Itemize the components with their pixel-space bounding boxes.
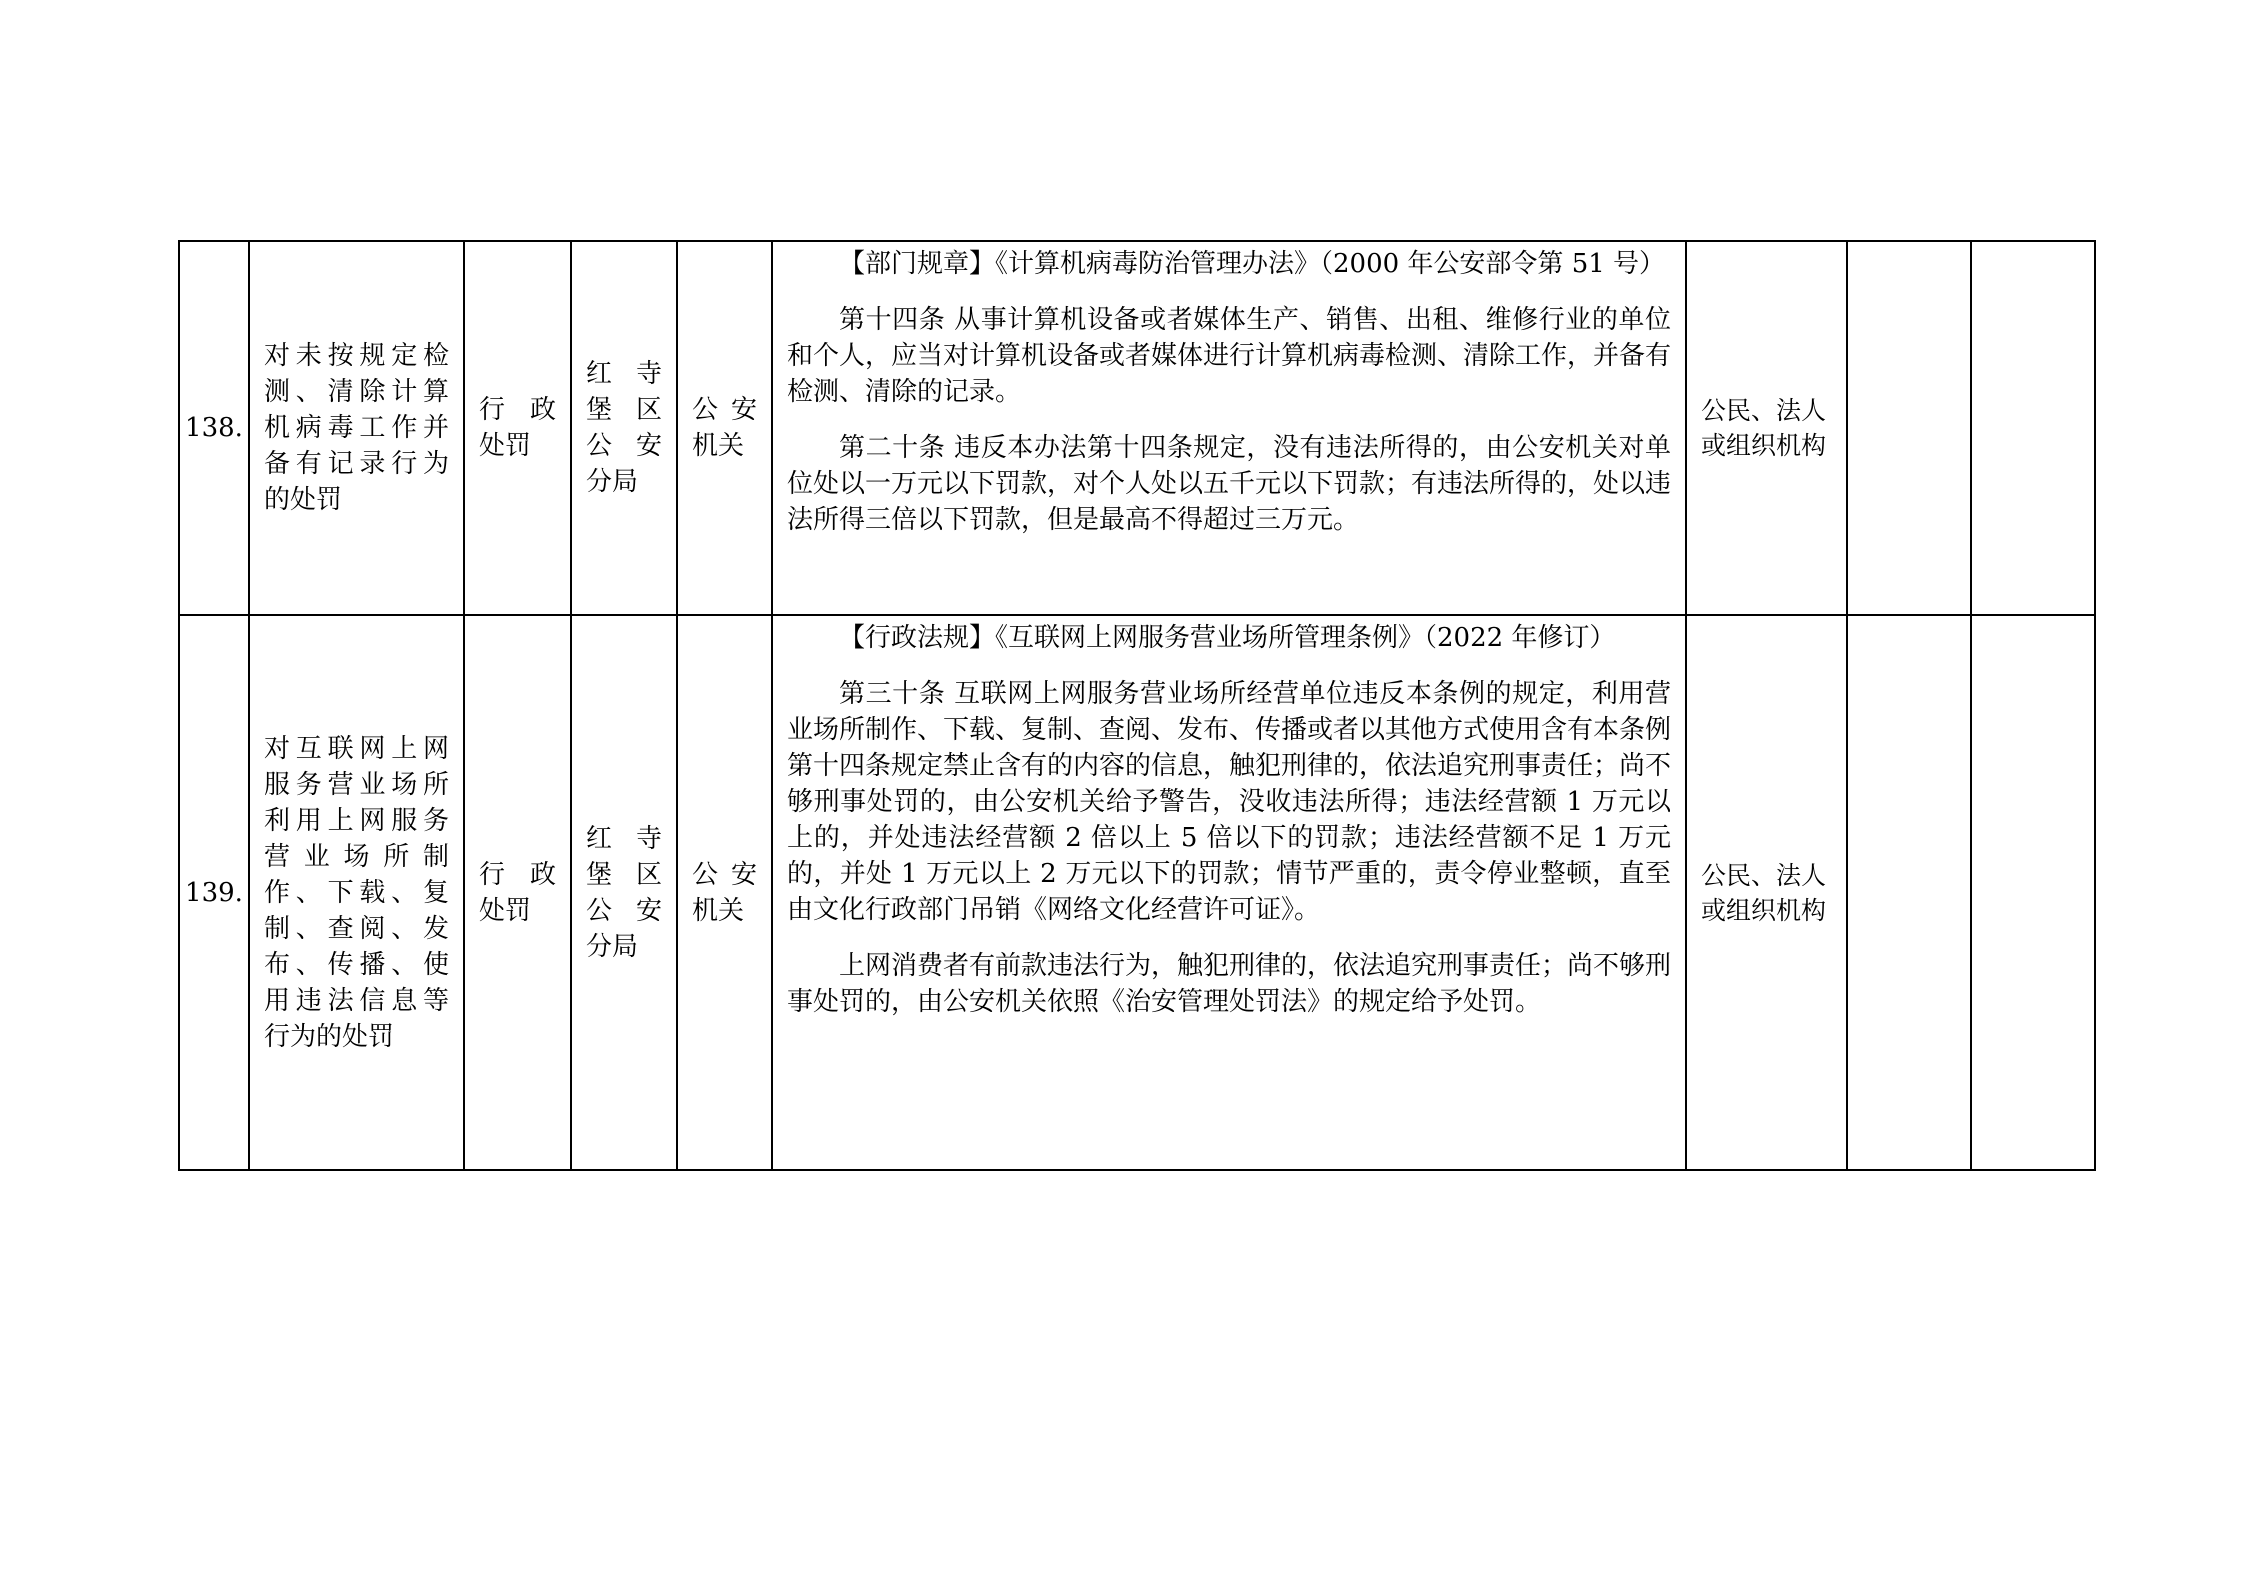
- item-name-line: 制、查阅、发: [264, 913, 449, 944]
- item-name-line: 服务营业场所: [264, 769, 449, 800]
- dept-line: 堡 区: [586, 859, 662, 890]
- authority-line: 机关: [692, 895, 745, 926]
- basis-paragraph: 第十四条 从事计算机设备或者媒体生产、销售、出租、维修行业的单位和个人，应当对计算机设备或者媒体进行计算机病毒检测、清除工作，并备有检测、清除的记录。: [787, 305, 1672, 407]
- item-name-line: 利用上网服务: [264, 805, 449, 836]
- item-name-line: 测、清除计算: [264, 377, 449, 407]
- item-name: [249, 241, 464, 615]
- target-object-line: 或组织机构: [1701, 895, 1827, 925]
- item-name-line: 布、传播、使: [264, 949, 449, 980]
- item-name-line: 行为的处罚: [264, 1021, 395, 1052]
- power-type-line: 行 政: [479, 859, 556, 890]
- item-name-line: 作、下载、复: [264, 877, 449, 908]
- target-object: [1686, 615, 1847, 1170]
- basis-paragraph: 【行政法规】《互联网上网服务营业场所管理条例》（2022 年修订）: [839, 623, 1616, 653]
- item-name-line: 对未按规定检: [264, 341, 449, 371]
- dept-line: 公 安: [586, 895, 662, 926]
- power-list-table: [178, 240, 2096, 1171]
- item-name-line: 营业场所制: [264, 841, 449, 872]
- power-type-line: 处罚: [479, 895, 532, 926]
- dept-line: 公 安: [586, 431, 662, 461]
- table-row: [179, 615, 2095, 1170]
- item-name-line: 机病毒工作并: [264, 413, 449, 443]
- item-name: [249, 615, 464, 1170]
- basis-paragraph: 第二十条 违反本办法第十四条规定，没有违法所得的，由公安机关对单位处以一万元以下罚款，对个人处以五千元以下罚款；有违法所得的，处以违法所得三倍以下罚款，但是最高不得超过三万元。: [787, 433, 1672, 535]
- power-type-line: 处罚: [479, 431, 532, 461]
- item-name-line: 对互联网上网: [264, 733, 449, 764]
- dept-line: 红 寺: [586, 823, 662, 854]
- item-number: 139.: [179, 615, 249, 1170]
- item-name-line: 备有记录行为: [264, 449, 449, 479]
- power-type: [464, 615, 571, 1170]
- dept-line: 分局: [586, 931, 639, 962]
- empty-cell: [1847, 241, 1971, 615]
- dept-line: 红 寺: [586, 359, 662, 389]
- empty-cell: [1971, 615, 2095, 1170]
- target-object-line: 公民、法人: [1701, 860, 1827, 890]
- legal-basis: [772, 241, 1686, 615]
- empty-cell: [1971, 241, 2095, 615]
- dept-line: 分局: [586, 467, 639, 497]
- item-number: 138.: [179, 241, 249, 615]
- power-type: [464, 241, 571, 615]
- dept-line: 堡 区: [586, 395, 662, 425]
- authority-line: 公 安: [692, 395, 757, 425]
- target-object-line: 公民、法人: [1701, 396, 1827, 425]
- implementing-dept: [571, 615, 677, 1170]
- target-object-line: 或组织机构: [1701, 431, 1827, 460]
- power-type-line: 行 政: [479, 395, 556, 425]
- item-name-line: 用违法信息等: [264, 985, 449, 1016]
- basis-paragraph: 上网消费者有前款违法行为，触犯刑律的，依法追究刑事责任；尚不够刑事处罚的，由公安机关依照《治安管理处罚法》的规定给予处罚。: [787, 951, 1672, 1017]
- legal-basis: [772, 615, 1686, 1170]
- authority-line: 公 安: [692, 859, 757, 890]
- authority: [677, 615, 772, 1170]
- item-name-line: 的处罚: [264, 485, 343, 515]
- authority-line: 机关: [692, 431, 745, 461]
- basis-paragraph: 【部门规章】《计算机病毒防治管理办法》（2000 年公安部令第 51 号）: [839, 249, 1666, 279]
- target-object: [1686, 241, 1847, 615]
- implementing-dept: [571, 241, 677, 615]
- table-row: [179, 241, 2095, 615]
- authority: [677, 241, 772, 615]
- empty-cell: [1847, 615, 1971, 1170]
- basis-paragraph: 第三十条 互联网上网服务营业场所经营单位违反本条例的规定，利用营业场所制作、下载、复制、查阅、发布、传播或者以其他方式使用含有本条例第十四条规定禁止含有的内容的信息，触犯刑律的，依法追究刑事责任；尚不够刑事处罚的，由公安机关给予警告，没收违法所得；违法经营额 1 万元以上的，并处违法经营额 2 倍以上 5 倍以下的罚款；违法经营额不足 1 万元的，并处 1 万元以上 2 万元以下的罚款；情节严重的，责令停业整顿，直至由文化行政部门吊销《网络文化经营许可证》。: [787, 679, 1672, 925]
